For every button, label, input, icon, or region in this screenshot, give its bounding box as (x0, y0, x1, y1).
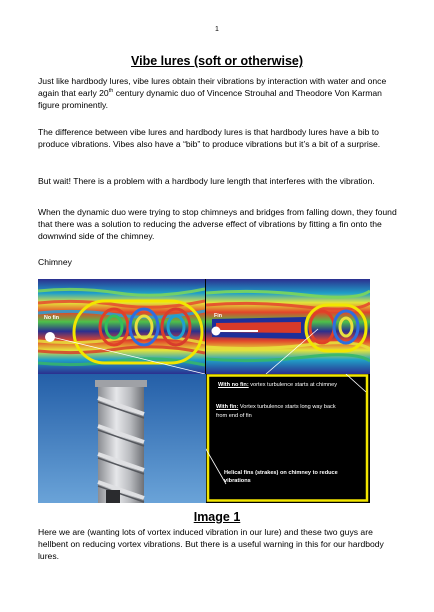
document-title: Vibe lures (soft or otherwise) (130, 54, 304, 68)
chimney-label: Chimney (38, 257, 72, 267)
paragraph-2: The difference between vibe lures and hardbody lures is that hardbody lures have a bib to produce vibrations. Vibes also have a “bib” to produce vibrations but it’s a bit of a surprise. (38, 127, 381, 149)
fin-label: Fin (214, 313, 222, 319)
flow-no-fin-panel (38, 279, 205, 374)
page-number: 1 (215, 26, 219, 33)
paragraph-1: Just like hardbody lures, vibe lures obtain their vibrations by interaction with water and once again that early 20th century dynamic duo of Vincence Strouhal and Theodore Von Karman figure prominently. (38, 76, 387, 110)
paragraph-4: When the dynamic duo were trying to stop chimneys and bridges from falling down, they found that there was a solution to reducing the adverse effect of vibrations by fitting a fin onto the downwind side of the chimney. (38, 207, 397, 241)
chimney-photo (38, 374, 206, 503)
helical-chimney-image (38, 374, 206, 503)
flow-no-fin-image (38, 279, 205, 374)
helical-caption: Helical fins (strakes) on chimney to reduce (224, 470, 338, 476)
flow-fin-image (206, 279, 370, 374)
image-caption-title: Image 1 (193, 510, 241, 524)
paragraph-5: Here we are (wanting lots of vortex induced vibration in our lure) and these two guys are hellbent on reducing vortex vibrations. But there is a useful warning in this for our hardbody lures. (38, 527, 384, 561)
fin-caption-line-2: from end of fin (216, 413, 252, 419)
paragraph-3: But wait! There is a problem with a hardbody lure length that interferes with the vibration. (38, 176, 375, 186)
no-fin-label: No fin (44, 315, 60, 321)
helical-caption-line-2: vibrations (224, 478, 251, 484)
no-fin-caption: With no fin: vortex turbulence starts at chimney (218, 382, 337, 388)
fin-caption: With fin: Vortex turbulence starts long way back (216, 404, 336, 410)
info-box (206, 374, 370, 503)
chimney-figure (38, 279, 370, 503)
flow-fin-panel (206, 279, 370, 374)
